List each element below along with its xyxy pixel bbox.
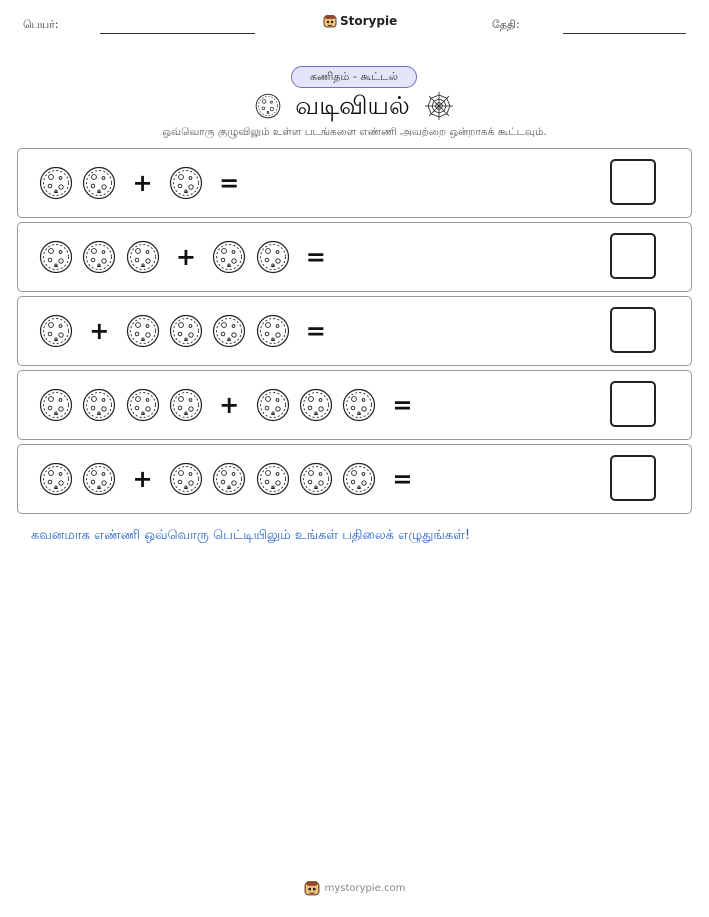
moon-icon [342,462,376,496]
encouragement-text: கவனமாக எண்ணி ஒவ்வொரு பெட்டியிலும் உங்கள் பதிலைக் எழுதுங்கள்! [31,528,471,543]
date-label: தேதி: [492,18,520,31]
moon-icon [169,166,203,200]
problem-row [17,296,692,366]
answer-box[interactable] [610,307,656,353]
equals-sign: = [392,465,413,493]
instructions: ஒவ்வொரு குழுவிலும் உள்ள படங்களை எண்ணி அவற்றை ஒன்றாகக் கூட்டவும். [162,126,547,138]
moon-icon [82,388,116,422]
moon-icon [126,314,160,348]
plus-sign: + [132,169,153,197]
title-row [0,88,709,124]
moon-icon [256,314,290,348]
moon-icon [212,462,246,496]
moon-icon [126,388,160,422]
moon-icon [256,462,290,496]
plus-sign: + [219,391,240,419]
moon-icon [299,388,333,422]
equals-sign: = [305,317,326,345]
moon-icon [39,166,73,200]
moon-icon [212,314,246,348]
brand-name: Storypie [340,14,398,28]
name-line[interactable] [100,33,255,34]
moon-icon [82,462,116,496]
spider-web-icon [424,91,454,121]
moon-icon [39,462,73,496]
moon-icon [256,240,290,274]
name-label: பெயர்: [23,18,59,31]
brand-logo [323,14,397,28]
moon-icon [256,388,290,422]
answer-box[interactable] [610,233,656,279]
moon-icon [255,93,281,119]
storypie-mascot-icon [323,14,337,28]
storypie-mascot-icon [304,880,320,896]
equals-sign: = [392,391,413,419]
plus-sign: + [89,317,110,345]
moon-icon [212,240,246,274]
topic-badge: கணிதம் - கூட்டல் [291,66,417,88]
moon-icon [169,462,203,496]
moon-icon [299,462,333,496]
page-title: வடிவியல் [295,91,410,120]
footer [0,880,709,896]
moon-icon [39,240,73,274]
moon-icon [82,166,116,200]
problem-row [17,370,692,440]
equals-sign: = [305,243,326,271]
moon-icon [342,388,376,422]
answer-box[interactable] [610,455,656,501]
moon-icon [82,240,116,274]
moon-icon [169,388,203,422]
problem-row [17,222,692,292]
footer-site: mystorypie.com [324,882,406,894]
moon-icon [39,388,73,422]
plus-sign: + [132,465,153,493]
moon-icon [126,240,160,274]
plus-sign: + [175,243,196,271]
moon-icon [169,314,203,348]
answer-box[interactable] [610,159,656,205]
answer-box[interactable] [610,381,656,427]
moon-icon [39,314,73,348]
problem-row [17,148,692,218]
equals-sign: = [219,169,240,197]
problem-row [17,444,692,514]
date-line[interactable] [563,33,686,34]
